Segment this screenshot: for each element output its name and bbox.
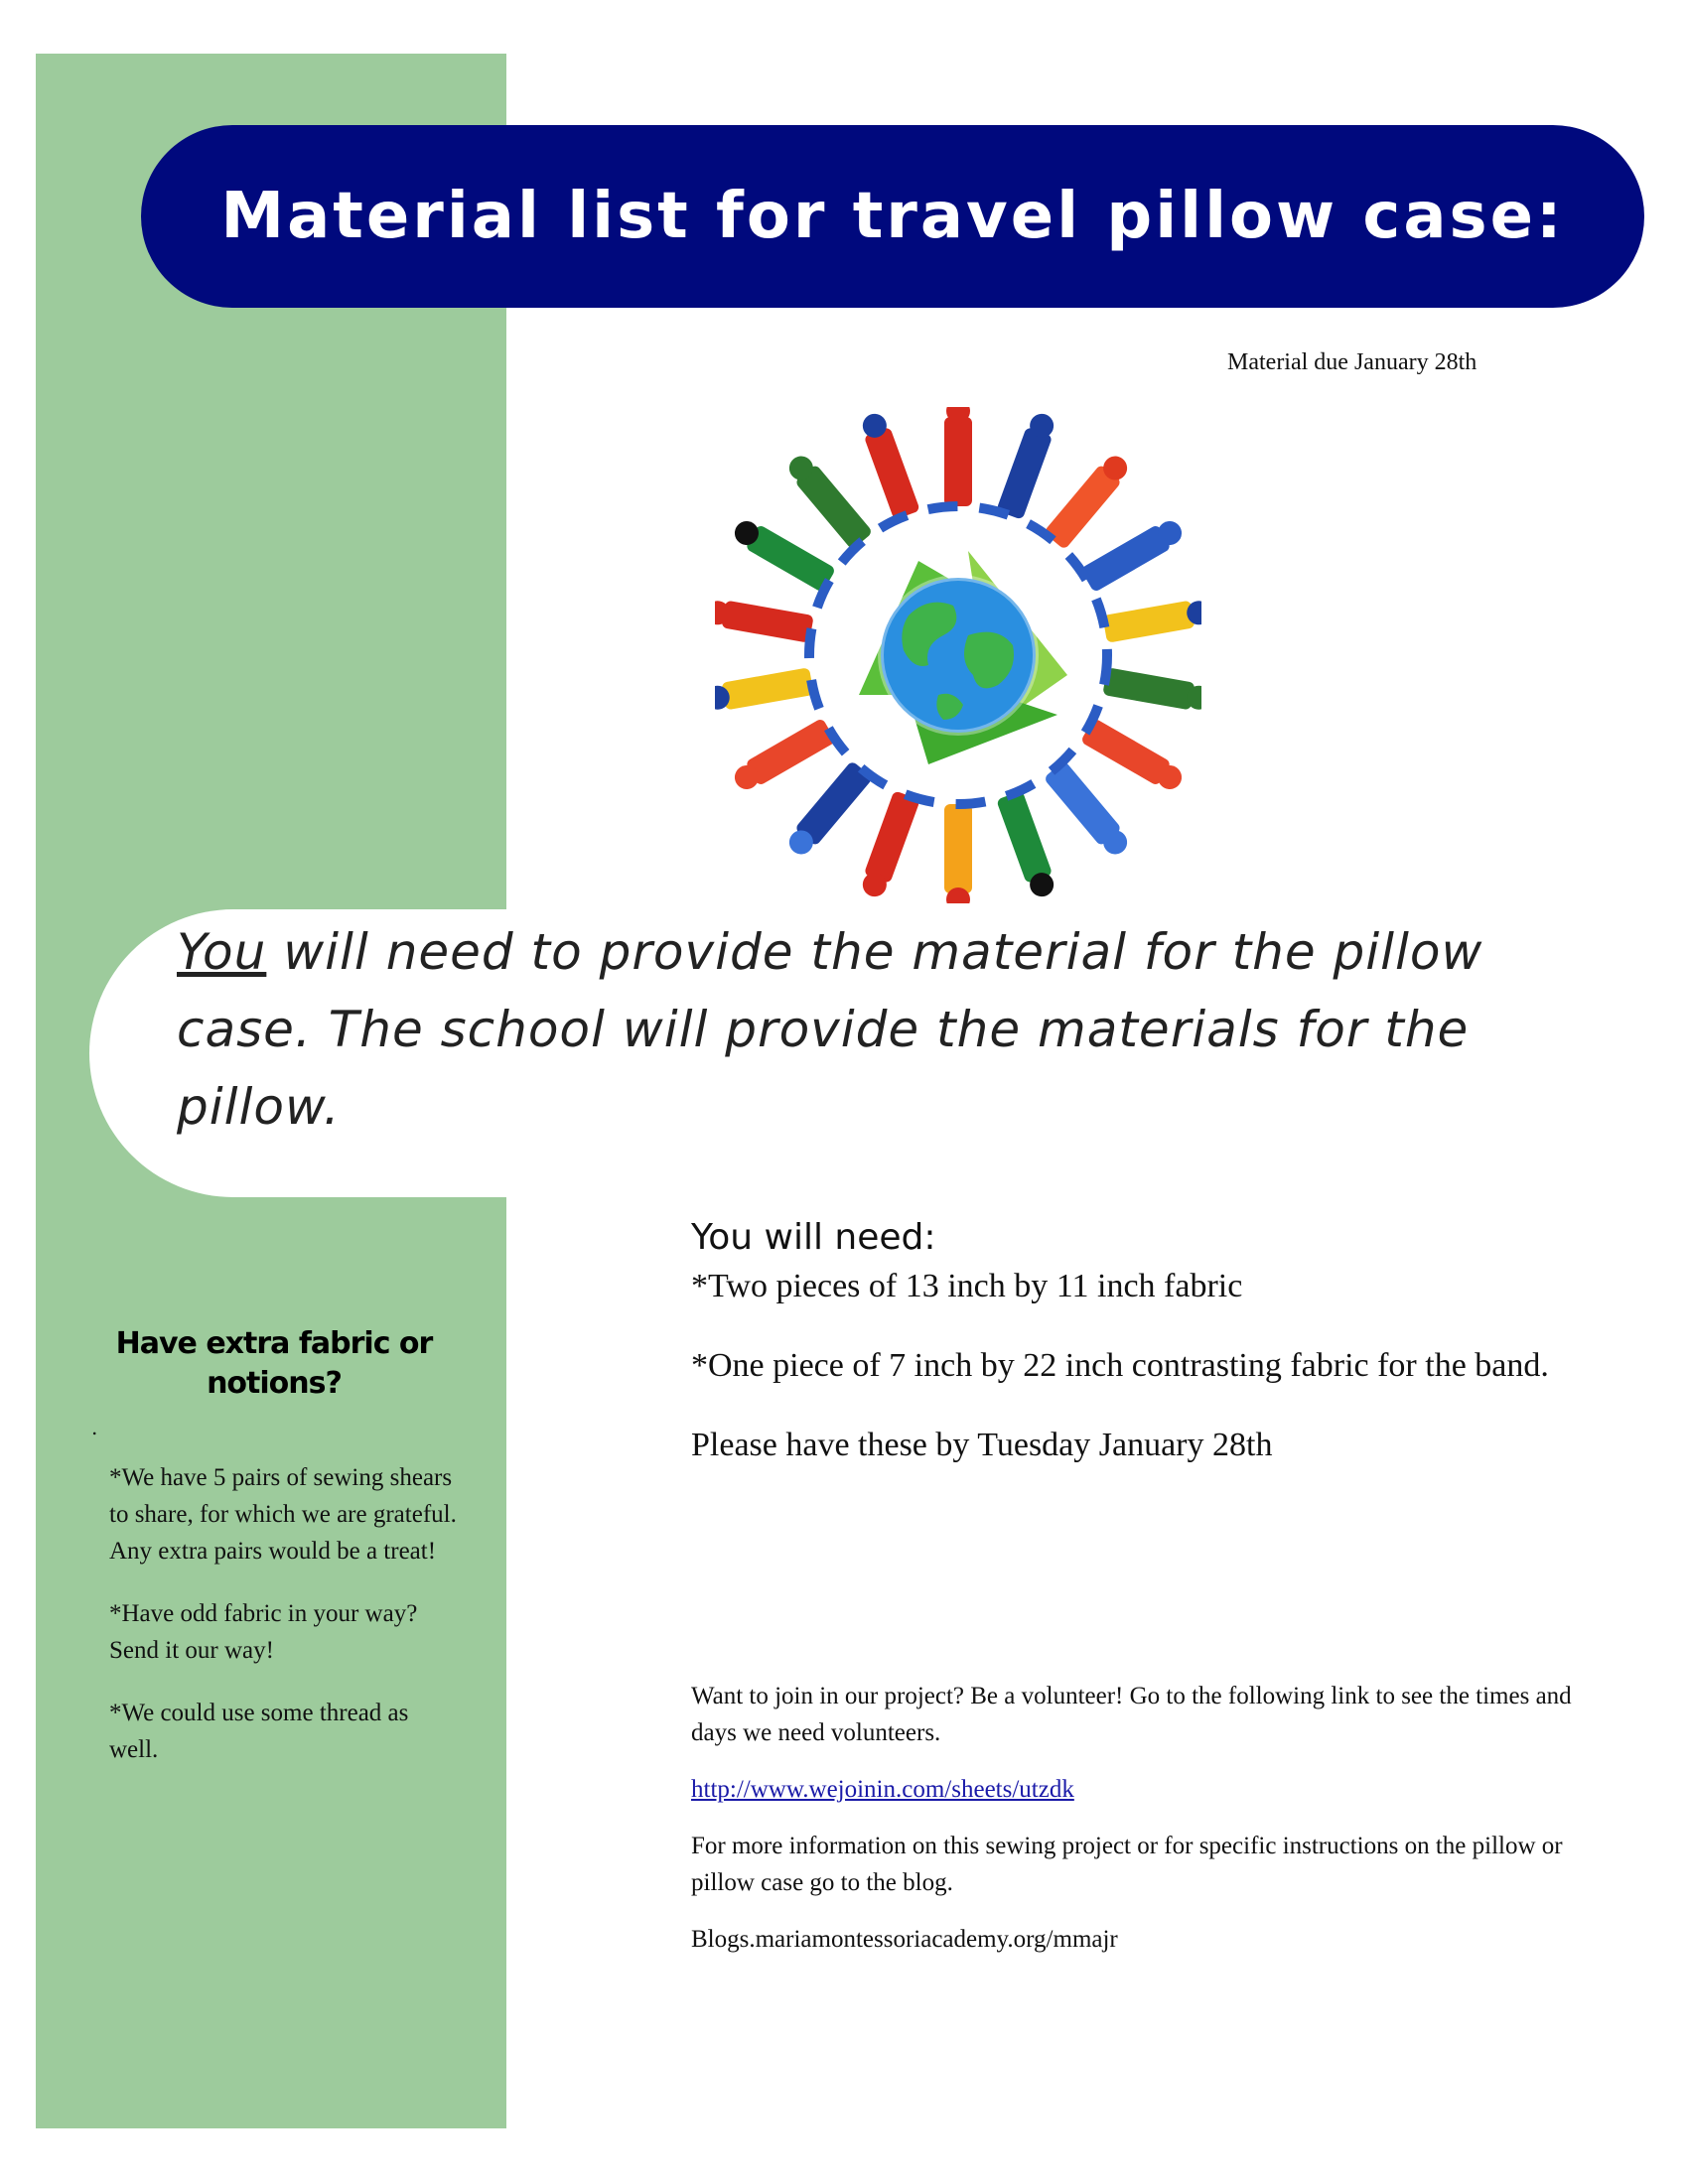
callout-emphasis: You — [177, 923, 267, 981]
page-title: Material list for travel pillow case: — [220, 180, 1565, 253]
needs-deadline: Please have these by Tuesday January 28th — [691, 1427, 1273, 1463]
sidebar-list — [109, 1459, 457, 1794]
globe-recycle-people-icon — [715, 407, 1201, 903]
volunteer-text: Want to join in our project? Be a volunteer! Go to the following link to see the times and days we need volunteers. — [691, 1683, 1572, 1746]
callout-rest: will need to provide the material for the pillow case. The school will provide the materials for the pillow. — [177, 923, 1483, 1136]
sidebar-item-thread: *We could use some thread as well. — [109, 1700, 409, 1763]
title-banner — [141, 125, 1644, 308]
info-section — [691, 1678, 1585, 1978]
due-note: Material due January 28th — [1227, 349, 1477, 375]
sidebar-item-fabric: *Have odd fabric in your way? Send it our way! — [109, 1600, 418, 1664]
sidebar-heading: Have extra fabric or notions? — [115, 1326, 433, 1401]
more-info-text: For more information on this sewing project or for specific instructions on the pillow or pillow case go to the blog. — [691, 1833, 1563, 1896]
needs-section — [691, 1217, 1585, 1498]
sidebar-dot: . — [91, 1416, 98, 1439]
blog-address: Blogs.mariamontessoriacademy.org/mmajr — [691, 1926, 1118, 1953]
callout-text — [177, 913, 1587, 1146]
needs-item-band: *One piece of 7 inch by 22 inch contrasting fabric for the band. — [691, 1347, 1549, 1384]
volunteer-link[interactable]: http://www.wejoinin.com/sheets/utzdk — [691, 1776, 1074, 1803]
needs-item-two-pieces: *Two pieces of 13 inch by 11 inch fabric — [691, 1268, 1243, 1304]
sidebar-item-shears: *We have 5 pairs of sewing shears to share, for which we are grateful. Any extra pairs would be a treat! — [109, 1464, 457, 1565]
needs-heading: You will need: — [691, 1217, 936, 1258]
